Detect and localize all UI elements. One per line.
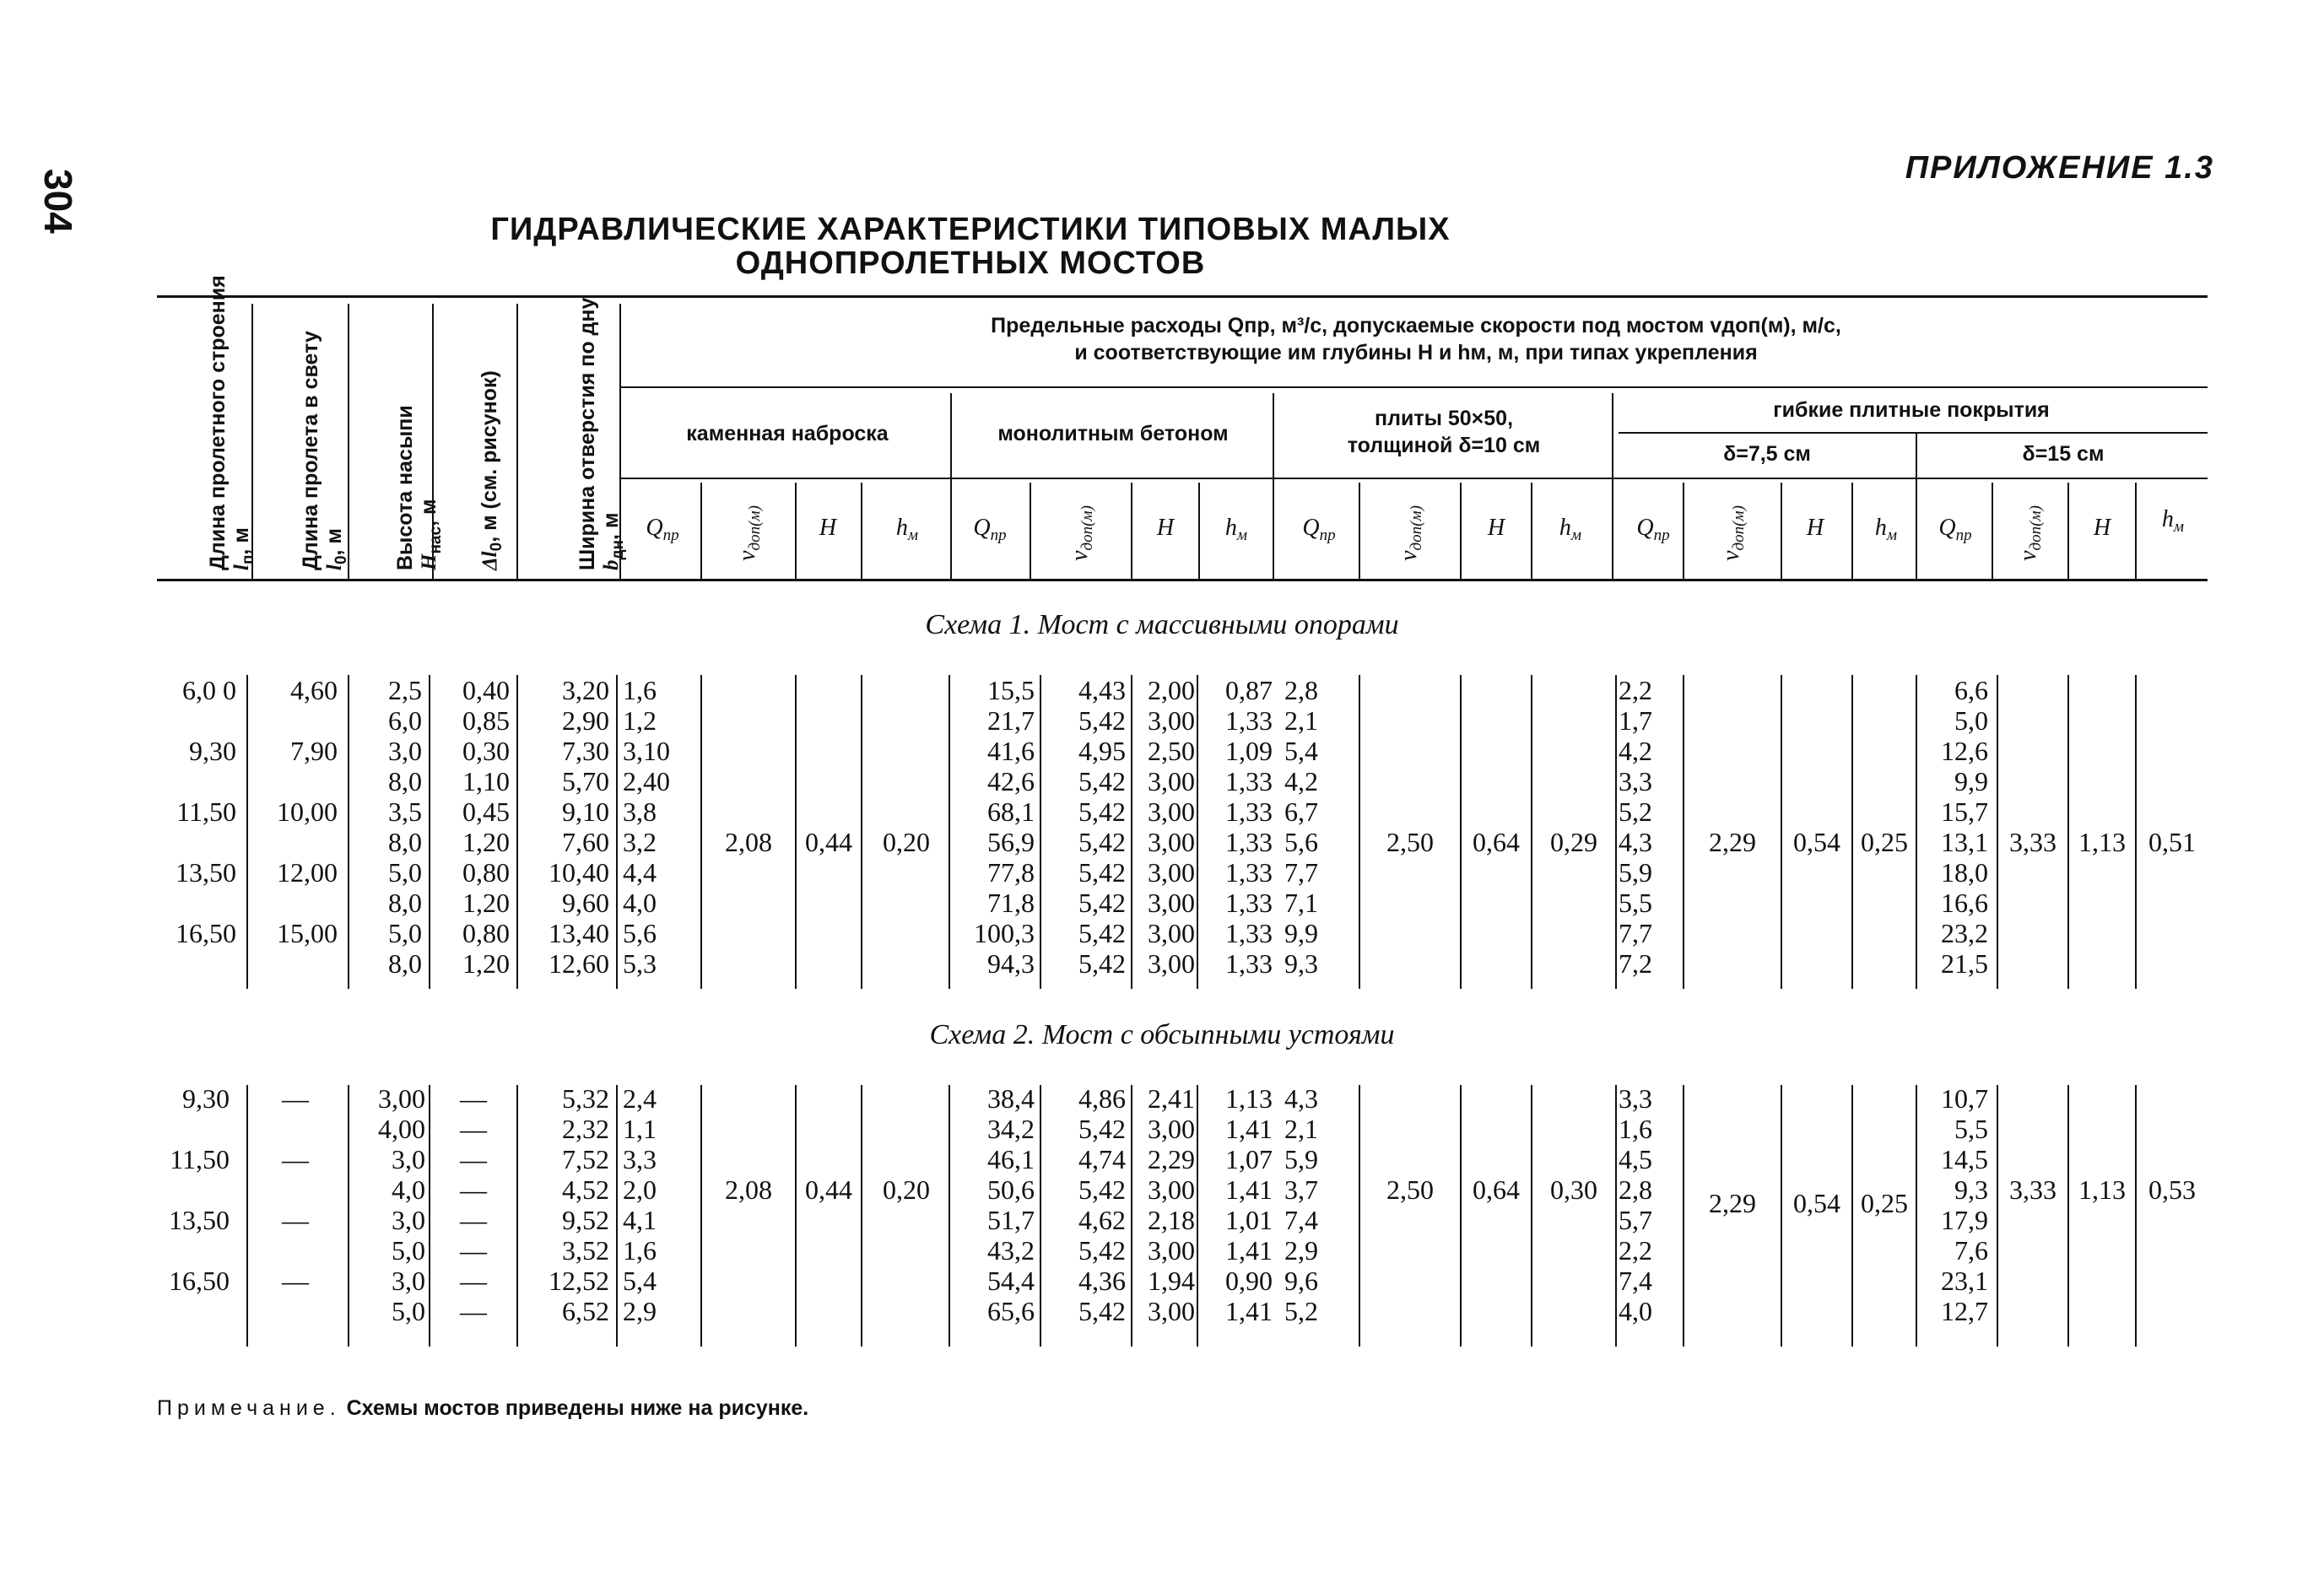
subheader-hm: $h_м$ — [2161, 506, 2185, 536]
header-concrete: монолитным бетоном — [997, 422, 1229, 445]
col-delta-l: — — — — — — — — — [460, 1083, 487, 1326]
subheader-v: $v_{доп(м)}$ — [1396, 505, 1425, 561]
subheader-hm: $h_м$ — [1874, 515, 1898, 544]
divider — [1916, 432, 1917, 579]
col-concrete-q: 38,4 34,2 46,1 50,6 51,7 43,2 54,4 65,6 — [987, 1083, 1035, 1326]
cell-flex-a-v: 2,29 — [1709, 1188, 1756, 1218]
header-bottom-rule — [157, 579, 2208, 581]
appendix-label: ПРИЛОЖЕНИЕ 1.3 — [1905, 150, 2214, 186]
divider — [700, 483, 702, 579]
col-slab-q: 4,3 2,1 5,9 3,7 7,4 2,9 9,6 5,2 — [1284, 1083, 1318, 1326]
col-flex-b-q: 10,7 5,5 14,5 9,3 17,9 7,6 23,1 12,7 — [1941, 1083, 1988, 1326]
cell-flex-b-h: 1,13 — [2078, 1174, 2126, 1205]
cell-flex-a-hm: 0,25 — [1861, 1188, 1908, 1218]
cell-slab-v: 2,50 — [1386, 827, 1434, 857]
title-line-1: ГИДРАВЛИЧЕСКИЕ ХАРАКТЕРИСТИКИ ТИПОВЫХ МАЛЫХ — [490, 212, 1451, 247]
page-title — [473, 213, 1468, 280]
subheader-q: $Q_{пр}$ — [1636, 515, 1670, 544]
header-slabs: плиты 50×50, толщиной δ=10 см — [1347, 407, 1541, 457]
subheader-h: H — [1806, 515, 1824, 541]
header-flexible-7-5: δ=7,5 см — [1723, 442, 1811, 466]
col-concrete-v: 4,86 5,42 4,74 5,42 4,62 5,42 4,36 5,42 — [1078, 1083, 1126, 1326]
divider — [1619, 432, 2208, 434]
cell-flex-b-h: 1,13 — [2078, 827, 2126, 857]
subheader-hm: $h_м$ — [895, 515, 919, 544]
page-number: 304 — [36, 169, 80, 234]
col-concrete-q: 15,5 21,7 41,6 42,6 68,1 56,9 77,8 71,8 100,3 94,3 — [974, 675, 1035, 979]
divider — [619, 386, 2208, 388]
cell-slab-v: 2,50 — [1386, 1174, 1434, 1205]
col-embankment: 3,00 4,00 3,0 4,0 3,0 5,0 3,0 5,0 — [378, 1083, 425, 1326]
scheme-2-title: Схема 2. Мост с обсыпными устоями — [929, 1019, 1395, 1050]
divider — [950, 393, 952, 579]
cell-flex-b-v: 3,33 — [2009, 827, 2056, 857]
col-concrete-v: 4,43 5,42 4,95 5,42 5,42 5,42 5,42 5,42 5,42 5,42 — [1078, 675, 1126, 979]
col-stone-q: 2,4 1,1 3,3 2,0 4,1 1,6 5,4 2,9 — [623, 1083, 657, 1326]
cell-stone-hm: 0,20 — [883, 1174, 930, 1205]
subheader-h: H — [2093, 515, 2111, 541]
cell-stone-v: 2,08 — [725, 827, 772, 857]
header-flexible-15: δ=15 см — [2022, 442, 2105, 466]
cell-flex-a-v: 2,29 — [1709, 827, 1756, 857]
col-flex-a-q: 3,3 1,6 4,5 2,8 5,7 2,2 7,4 4,0 — [1619, 1083, 1652, 1326]
subheader-v: $v_{доп(м)}$ — [2015, 505, 2045, 561]
scheme-1-title: Схема 1. Мост с массивными опорами — [925, 609, 1399, 640]
col-slab-q: 2,8 2,1 5,4 4,2 6,7 5,6 7,7 7,1 9,9 9,3 — [1284, 675, 1318, 979]
cell-flex-a-h: 0,54 — [1793, 1188, 1840, 1218]
subheader-q: $Q_{пр}$ — [1938, 515, 1972, 544]
cell-stone-v: 2,08 — [725, 1174, 772, 1205]
subheader-h: H — [1487, 515, 1505, 541]
subheader-hm: $h_м$ — [1559, 515, 1582, 544]
cell-slab-hm: 0,29 — [1550, 827, 1597, 857]
subheader-h: H — [1156, 515, 1175, 541]
col-opening-width: 3,20 2,90 7,30 5,70 9,10 7,60 10,40 9,60 13,40 12,60 — [549, 675, 609, 979]
col-span-length: 9,30 11,50 13,50 16,50 — [169, 1083, 230, 1296]
divider — [1612, 393, 1613, 579]
col-flex-b-q: 6,6 5,0 12,6 9,9 15,7 13,1 18,0 16,6 23,2 21,5 — [1941, 675, 1988, 979]
col-opening-width: 5,32 2,32 7,52 4,52 9,52 3,52 12,52 6,52 — [549, 1083, 609, 1326]
subheader-v: $v_{доп(м)}$ — [734, 505, 764, 561]
subheader-v: $v_{доп(м)}$ — [1718, 505, 1748, 561]
cell-slab-h: 0,64 — [1473, 1174, 1520, 1205]
table-top-rule — [157, 295, 2208, 298]
col-embankment: 2,5 6,0 3,0 8,0 3,5 8,0 5,0 8,0 5,0 8,0 — [388, 675, 422, 979]
cell-stone-h: 0,44 — [805, 827, 852, 857]
subheader-hm: $h_м$ — [1224, 515, 1248, 544]
cell-flex-b-v: 3,33 — [2009, 1174, 2056, 1205]
cell-slab-hm: 0,30 — [1550, 1174, 1597, 1205]
col-flex-a-q: 2,2 1,7 4,2 3,3 5,2 4,3 5,9 5,5 7,7 7,2 — [1619, 675, 1652, 979]
col-stone-q: 1,6 1,2 3,10 2,40 3,8 3,2 4,4 4,0 5,6 5,3 — [623, 675, 670, 979]
footnote-text: Схемы мостов приведены ниже на рисунке. — [346, 1396, 809, 1420]
col-clear-span: 4,60 7,90 10,00 12,00 15,00 — [277, 675, 338, 948]
header-stone: каменная наброска — [686, 422, 889, 445]
divider — [1359, 483, 1360, 579]
header-flexible: гибкие плитные покрытия — [1773, 398, 2050, 422]
divider — [619, 478, 2208, 479]
divider — [1030, 483, 1031, 579]
col-concrete-hm: 1,13 1,41 1,07 1,41 1,01 1,41 0,90 1,41 — [1225, 1083, 1273, 1326]
title-line-2: ОДНОПРОЛЕТНЫХ МОСТОВ — [735, 246, 1206, 281]
cell-flex-a-h: 0,54 — [1793, 827, 1840, 857]
divider — [1273, 393, 1274, 579]
cell-slab-h: 0,64 — [1473, 827, 1520, 857]
cell-flex-a-hm: 0,25 — [1861, 827, 1908, 857]
footnote — [157, 1396, 808, 1421]
subheader-q: $Q_{пр}$ — [973, 515, 1007, 544]
subheader-q: $Q_{пр}$ — [646, 515, 679, 544]
subheader-v: $v_{доп(м)}$ — [1067, 505, 1096, 561]
col-delta-l: 0,40 0,85 0,30 1,10 0,45 1,20 0,80 1,20 0,80 1,20 — [462, 675, 510, 979]
header-group: Предельные расходы Qпр, м³/с, допускаемые скорости под мостом vдоп(м), м/с, и соответствующие им глубины H и hм, м, при типах укрепления — [991, 314, 1841, 364]
col-concrete-h: 2,41 3,00 2,29 3,00 2,18 3,00 1,94 3,00 — [1148, 1083, 1195, 1326]
cell-flex-b-hm: 0,51 — [2148, 827, 2196, 857]
footnote-label: Примечание. — [157, 1396, 341, 1420]
col-concrete-hm: 0,87 1,33 1,09 1,33 1,33 1,33 1,33 1,33 1,33 1,33 — [1225, 675, 1273, 979]
subheader-h: H — [819, 515, 837, 541]
col-concrete-h: 2,00 3,00 2,50 3,00 3,00 3,00 3,00 3,00 3,00 3,00 — [1148, 675, 1195, 979]
col-clear-span: — — — — — [282, 1083, 309, 1296]
col-span-length: 6,0 0 9,30 11,50 13,50 16,50 — [176, 675, 236, 948]
subheader-q: $Q_{пр}$ — [1302, 515, 1336, 544]
cell-stone-h: 0,44 — [805, 1174, 852, 1205]
cell-stone-hm: 0,20 — [883, 827, 930, 857]
cell-flex-b-hm: 0,53 — [2148, 1174, 2196, 1205]
divider — [516, 304, 518, 579]
